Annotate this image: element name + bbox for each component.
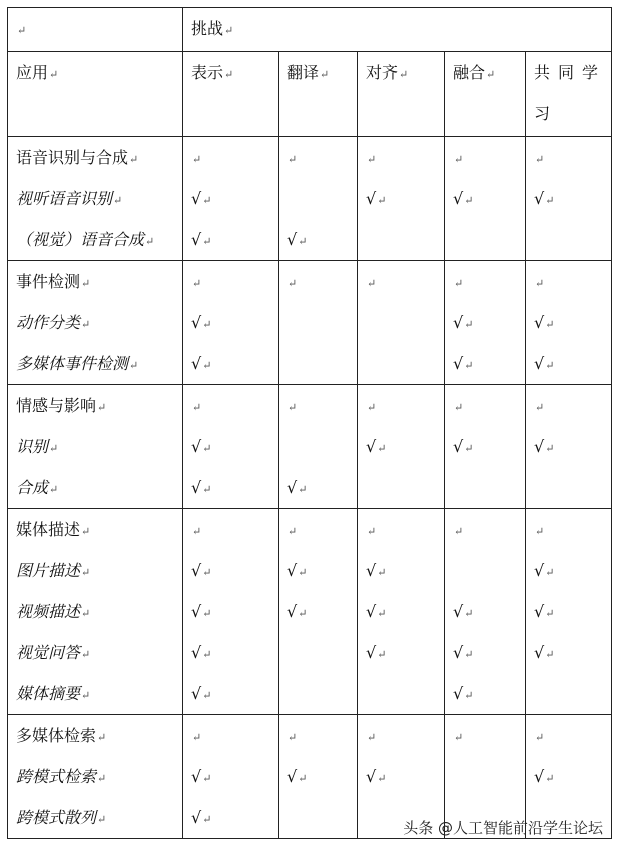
sub-application [16,302,182,343]
cell-line [534,715,611,756]
cell-line [287,756,357,797]
challenge-cell [279,137,358,261]
challenge-cell [183,261,279,385]
paragraph-mark: ↵ [202,235,212,248]
header-row-challenge [8,8,612,52]
paragraph-mark: ↵ [202,566,212,579]
challenge-cell [183,137,279,261]
paragraph-mark: ↵ [224,68,234,81]
cell-line [534,219,611,260]
application-category [16,715,182,756]
cell-line [366,632,444,673]
paragraph-mark: ↵ [224,24,234,37]
challenge-cell [445,137,526,261]
cell-line [453,467,525,508]
app-label: 图片描述 [16,561,81,580]
challenge-cell [445,261,526,385]
cell-line [366,550,444,591]
cell-line [287,137,357,178]
sub-application [16,673,182,714]
paragraph-mark: ↵ [113,194,123,207]
app-label: 视频描述 [16,602,81,621]
cell-line [453,219,525,260]
paragraph-mark: ↵ [377,194,387,207]
paragraph-mark: ↵ [81,607,91,620]
cell-line [287,715,357,756]
paragraph-mark: ↵ [454,401,464,414]
paragraph-mark: ↵ [377,566,387,579]
col-header-label: 应用 [16,63,49,82]
paragraph-mark: ↵ [192,277,202,290]
paragraph-mark: ↵ [545,442,555,455]
cell-line [191,509,278,550]
app-cell [8,261,183,385]
sub-application [16,426,182,467]
cell-line [366,137,444,178]
paragraph-mark: ↵ [535,153,545,166]
paragraph-mark: ↵ [545,194,555,207]
check-mark: √ [191,478,202,497]
cell-line [453,261,525,302]
sub-application [16,632,182,673]
cell-line [191,715,278,756]
cell-line [191,137,278,178]
paragraph-mark: ↵ [298,772,308,785]
cell-line [287,178,357,219]
paragraph-mark: ↵ [192,525,202,538]
app-label: 跨模式散列 [16,808,97,827]
check-mark: √ [366,767,377,786]
app-label: 事件检测 [16,272,81,291]
cell-line [534,261,611,302]
app-label: 视觉问答 [16,643,81,662]
cell-line [287,591,357,632]
paragraph-mark: ↵ [545,318,555,331]
col-header-label: 表示 [191,63,224,82]
paragraph-mark: ↵ [486,68,496,81]
cell-line [366,509,444,550]
challenge-cell [358,137,445,261]
challenge-cell [279,261,358,385]
col-header-label: 融合 [453,63,486,82]
cell-line [453,550,525,591]
cell-line [366,302,444,343]
cell-line [453,302,525,343]
paragraph-mark: ↵ [535,277,545,290]
col-header-representation [183,52,279,137]
paragraph-mark: ↵ [464,689,474,702]
group-row [8,137,612,261]
sub-application [16,756,182,797]
paragraph-mark: ↵ [464,318,474,331]
cell-line [366,591,444,632]
cell-line [366,261,444,302]
check-mark: √ [191,189,202,208]
cell-line [287,509,357,550]
cell-line [191,343,278,384]
paragraph-mark: ↵ [202,689,212,702]
challenge-cell [358,385,445,509]
paragraph-mark: ↵ [367,153,377,166]
col-header-fusion [445,52,526,137]
sub-application [16,219,182,260]
check-mark: √ [534,561,545,580]
cell-line [287,673,357,714]
app-cell [8,385,183,509]
paragraph-mark: ↵ [192,153,202,166]
check-mark: √ [453,684,464,703]
challenge-cell [526,509,612,715]
check-mark: √ [534,354,545,373]
cell-line [287,797,357,838]
cell-line [287,385,357,426]
cell-line [453,426,525,467]
paragraph-mark: ↵ [320,68,330,81]
paragraph-mark: ↵ [545,566,555,579]
challenge-cell [526,385,612,509]
cell-line [453,509,525,550]
paragraph-mark: ↵ [454,525,464,538]
paragraph-mark: ↵ [545,772,555,785]
cell-line [191,797,278,838]
col-header-label: 共同学习 [534,63,607,123]
challenge-cell [445,385,526,509]
cell-line [191,261,278,302]
application-category [16,385,182,426]
challenge-header: 挑战 [191,19,224,38]
challenge-cell [183,715,279,839]
cell-line [366,343,444,384]
paragraph-mark: ↵ [192,401,202,414]
cell-line [191,591,278,632]
paragraph-mark: ↵ [367,277,377,290]
cell-line [534,673,611,714]
sub-application [16,178,182,219]
sub-application [16,591,182,632]
cell-line [453,632,525,673]
cell-line [534,467,611,508]
cell-line [287,632,357,673]
cell-line [191,632,278,673]
paragraph-mark: ↵ [367,401,377,414]
check-mark: √ [453,313,464,332]
cell-line [191,178,278,219]
challenge-cell [183,385,279,509]
app-cell [8,137,183,261]
check-mark: √ [453,189,464,208]
check-mark: √ [366,643,377,662]
paragraph-mark: ↵ [202,813,212,826]
paragraph-mark: ↵ [454,153,464,166]
paragraph-mark: ↵ [454,731,464,744]
paragraph-mark: ↵ [192,731,202,744]
app-cell [8,715,183,839]
paragraph-mark: ↵ [535,525,545,538]
check-mark: √ [191,313,202,332]
challenge-cell [279,715,358,839]
app-label: 多媒体检索 [16,726,97,745]
sub-application [16,797,182,838]
cell-line [191,673,278,714]
challenge-cell [526,137,612,261]
cell-line [191,550,278,591]
cell-line [453,715,525,756]
cell-line [366,756,444,797]
check-mark: √ [191,643,202,662]
check-mark: √ [366,437,377,456]
paragraph-mark: ↵ [81,277,91,290]
check-mark: √ [191,561,202,580]
app-label: 多媒体事件检测 [16,354,129,373]
group-row [8,385,612,509]
cell-line [287,302,357,343]
check-mark: √ [534,189,545,208]
challenge-cell [358,261,445,385]
paragraph-mark: ↵ [288,401,298,414]
check-mark: √ [191,767,202,786]
check-mark: √ [366,189,377,208]
paragraph-mark: ↵ [202,194,212,207]
cell-line [287,219,357,260]
paragraph-mark: ↵ [535,401,545,414]
paragraph-mark: ↵ [81,318,91,331]
paragraph-mark: ↵ [298,235,308,248]
app-label: 视听语音识别 [16,189,113,208]
cell-line [366,426,444,467]
check-mark: √ [534,767,545,786]
check-mark: √ [534,313,545,332]
cell-line [534,550,611,591]
check-mark: √ [287,602,298,621]
col-header-label: 翻译 [287,63,320,82]
app-label: 合成 [16,478,49,497]
challenge-cell [279,509,358,715]
sub-application [16,467,182,508]
paragraph-mark: ↵ [298,483,308,496]
paragraph-mark: ↵ [464,359,474,372]
cell-line [453,137,525,178]
paragraph-mark: ↵ [377,648,387,661]
challenge-cell [445,509,526,715]
cell-line [366,673,444,714]
paragraph-mark: ↵ [81,525,91,538]
paragraph-mark: ↵ [129,359,139,372]
cell-line [453,673,525,714]
check-mark: √ [534,437,545,456]
challenge-cell [358,509,445,715]
col-header-co-learning [526,52,612,137]
challenge-cell [526,261,612,385]
cell-line [366,467,444,508]
paragraph-mark: ↵ [464,442,474,455]
sub-application [16,343,182,384]
cell-line [534,426,611,467]
paragraph-mark: ↵ [464,648,474,661]
check-mark: √ [453,354,464,373]
cell-line [191,426,278,467]
check-mark: √ [191,808,202,827]
cell-line [534,137,611,178]
paragraph-mark: ↵ [202,359,212,372]
paragraph-mark: ↵ [464,607,474,620]
app-label: 识别 [16,437,49,456]
paragraph-mark: ↵ [202,772,212,785]
col-header-translation [279,52,358,137]
app-cell [8,509,183,715]
cell-line [534,178,611,219]
paragraph-mark: ↵ [377,772,387,785]
challenge-header-cell [183,8,612,52]
paragraph-mark: ↵ [535,731,545,744]
app-label: 情感与影响 [16,396,97,415]
cell-line [366,178,444,219]
app-label: （视觉）语音合成 [16,230,145,249]
col-header-app [8,52,183,137]
paragraph-mark: ↵ [97,401,107,414]
paragraph-mark: ↵ [464,194,474,207]
cell-line [191,302,278,343]
check-mark: √ [191,602,202,621]
check-mark: √ [453,643,464,662]
cell-line [191,756,278,797]
paragraph-mark: ↵ [129,153,139,166]
paragraph-mark: ↵ [288,525,298,538]
cell-line [366,715,444,756]
cell-line [287,550,357,591]
paragraph-mark: ↵ [202,318,212,331]
paragraph-mark: ↵ [202,607,212,620]
check-mark: √ [366,561,377,580]
paragraph-mark: ↵ [367,525,377,538]
paragraph-mark: ↵ [49,442,59,455]
paragraph-mark: ↵ [202,442,212,455]
check-mark: √ [534,602,545,621]
cell-line [453,178,525,219]
check-mark: √ [366,602,377,621]
col-header-label: 对齐 [366,63,399,82]
paragraph-mark: ↵ [81,566,91,579]
cell-line [453,591,525,632]
col-header-alignment [358,52,445,137]
challenge-cell [279,385,358,509]
check-mark: √ [191,684,202,703]
challenge-cell [183,509,279,715]
paragraph-mark: ↵ [298,566,308,579]
cell-line [366,219,444,260]
check-mark: √ [453,602,464,621]
check-mark: √ [191,354,202,373]
application-category [16,137,182,178]
cell-line [534,756,611,797]
paragraph-mark: ↵ [145,235,155,248]
application-category [16,261,182,302]
cell-line [534,632,611,673]
check-mark: √ [287,767,298,786]
paragraph-mark: ↵ [81,648,91,661]
cell-line [287,426,357,467]
paragraph-mark: ↵ [288,277,298,290]
app-label: 媒体摘要 [16,684,81,703]
sub-application [16,550,182,591]
paragraph-mark: ↵ [97,731,107,744]
cell-line [534,343,611,384]
paragraph-mark: ↵ [298,607,308,620]
check-mark: √ [287,478,298,497]
cell-line [191,467,278,508]
app-label: 媒体描述 [16,520,81,539]
paragraph-mark: ↵ [202,648,212,661]
corner-cell [8,8,183,52]
cell-line [366,385,444,426]
paragraph-mark: ↵ [202,483,212,496]
check-mark: √ [191,437,202,456]
paragraph-mark: ↵ [49,483,59,496]
group-row [8,509,612,715]
check-mark: √ [453,437,464,456]
cell-line [453,756,525,797]
cell-line [287,343,357,384]
paragraph-mark: ↵ [367,731,377,744]
column-header-row [8,52,612,137]
watermark: 头条 @人工智能前沿学生论坛 [403,819,603,837]
paragraph-mark: ↵ [377,607,387,620]
paragraph-mark: ↵ [288,731,298,744]
cell-line [287,261,357,302]
check-mark: √ [287,561,298,580]
paragraph-mark: ↵ [545,359,555,372]
check-mark: √ [191,230,202,249]
paragraph-mark: ↵ [545,648,555,661]
cell-line [534,385,611,426]
cell-line [191,385,278,426]
paragraph-mark: ↵ [49,68,59,81]
cell-line [534,509,611,550]
paragraph-mark: ↵ [377,442,387,455]
app-label: 跨模式检索 [16,767,97,786]
paragraph-mark: ↵ [97,772,107,785]
cell-line [453,385,525,426]
group-row [8,261,612,385]
app-label: 语音识别与合成 [16,148,129,167]
paragraph-mark: ↵ [545,607,555,620]
paragraph-mark: ↵ [399,68,409,81]
application-category [16,509,182,550]
cell-line [287,467,357,508]
paragraph-mark: ↵ [81,689,91,702]
app-label: 动作分类 [16,313,81,332]
paragraph-mark: ↵ [17,24,27,37]
check-mark: √ [534,643,545,662]
paragraph-mark: ↵ [97,813,107,826]
check-mark: √ [287,230,298,249]
paragraph-mark: ↵ [454,277,464,290]
cell-line [191,219,278,260]
challenge-table [7,7,612,839]
paragraph-mark: ↵ [288,153,298,166]
cell-line [534,591,611,632]
cell-line [453,343,525,384]
cell-line [534,302,611,343]
